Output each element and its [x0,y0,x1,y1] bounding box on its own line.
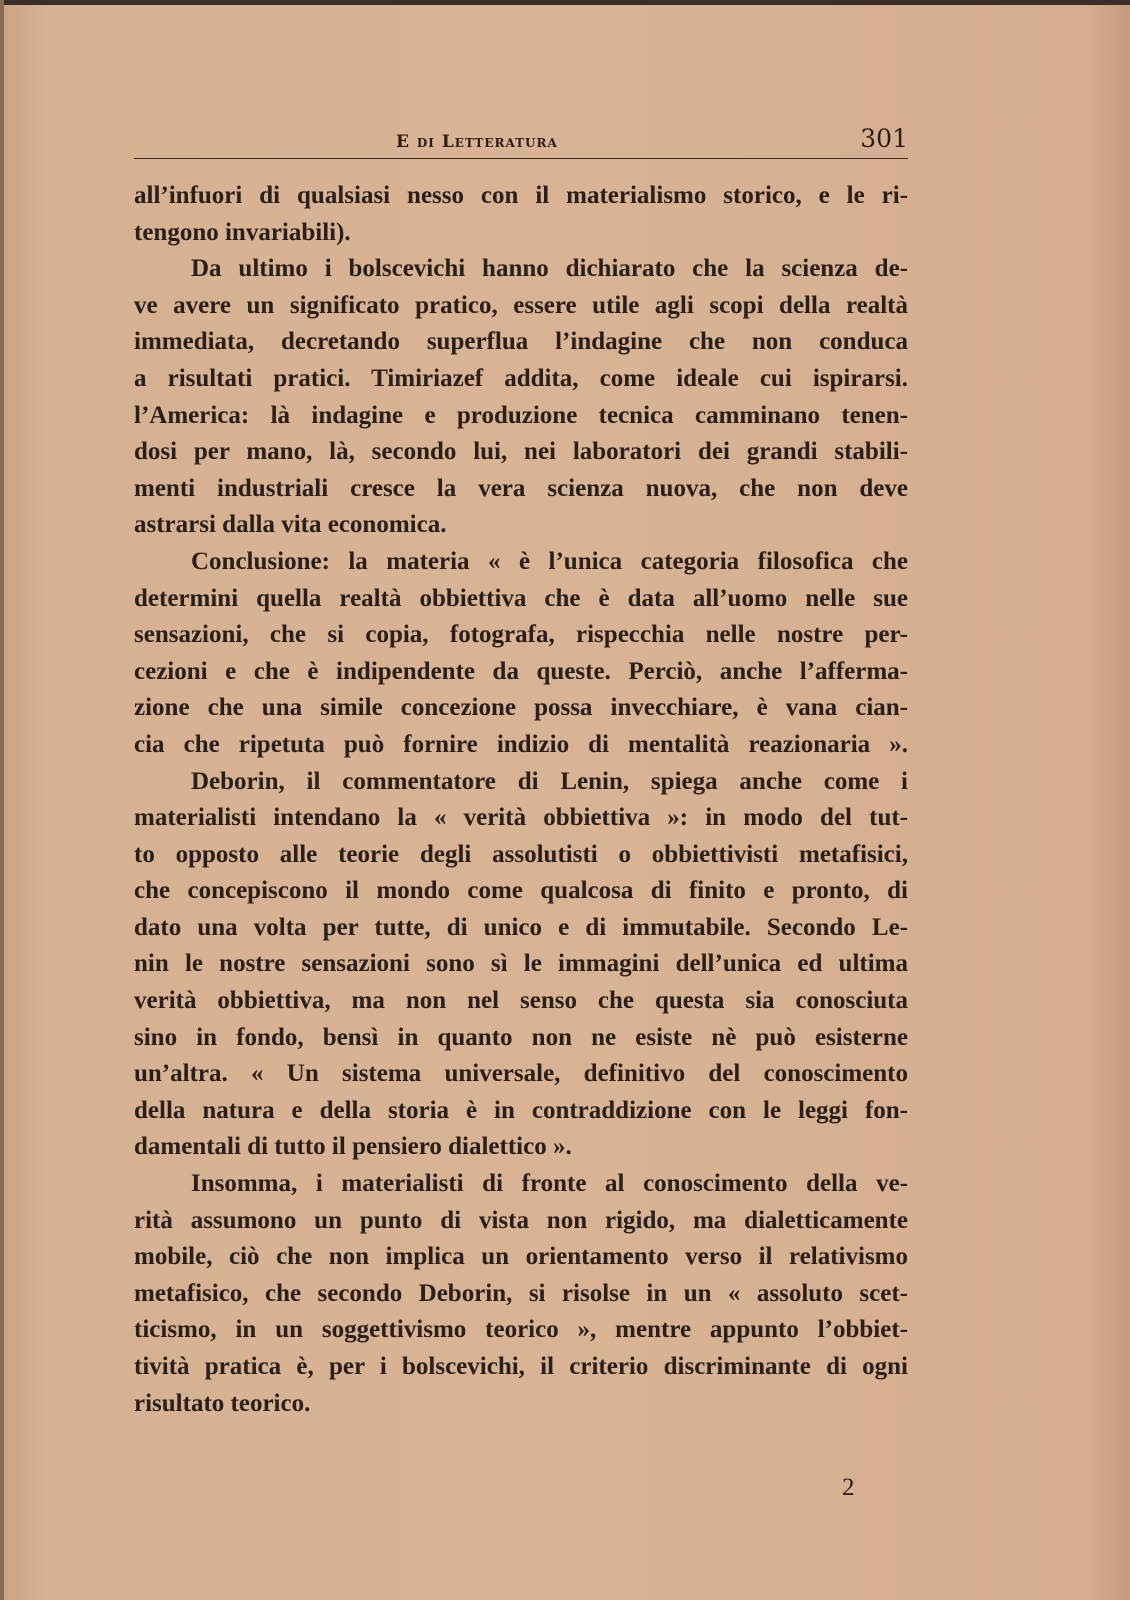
text-line: Da ultimo i bolscevichi hanno dichiarato che la scienza de- [191,255,908,283]
text-line: ve avere un significato pratico, essere utile agli scopi della realtà [134,291,908,319]
text-line: che concepiscono il mondo come qualcosa di finito e pronto, di [134,877,908,905]
body-text [134,178,908,1422]
text-line: nin le nostre sensazioni sono sì le immagini dell’unica ed ultima [134,950,908,978]
running-title: E di Letteratura [396,132,558,152]
text-line: all’infuori di qualsiasi nesso con il materialismo storico, e le ri- [134,182,908,209]
page-number: 301 [860,124,908,153]
text-line: mobile, ciò che non implica un orientamento verso il relativismo [134,1243,908,1271]
text-line: damentali di tutto il pensiero dialettico ». [134,1133,572,1161]
text-line: rità assumono un punto di vista non rigido, ma dialetticamente [134,1206,908,1234]
text-line: sino in fondo, bensì in quanto non ne esiste nè può esisterne [134,1023,908,1051]
text-line: un’altra. « Un sistema universale, definitivo del conoscimento [134,1060,908,1088]
page-top-edge [0,0,1130,5]
text-line: Deborin, il commentatore di Lenin, spiega anche come i [191,767,908,795]
text-line: metafisico, che secondo Deborin, si risolse in un « assoluto scet- [134,1279,908,1307]
text-line: menti industriali cresce la vera scienza nuova, che non deve [134,474,908,502]
text-line: dosi per mano, là, secondo lui, nei laboratori dei grandi stabili- [134,438,908,466]
text-line: dato una volta per tutte, di unico e di immutabile. Secondo Le- [134,913,908,941]
text-line: astrarsi dalla vita economica. [134,511,447,539]
text-line: materialisti intendano la « verità obbiettiva »: in modo del tut- [134,804,908,832]
text-line: determini quella realtà obbiettiva che è data all’uomo nelle sue [134,584,908,612]
text-line: Conclusione: la materia « è l’unica categoria filosofica che [191,547,908,575]
text-line: tività pratica è, per i bolscevichi, il criterio discriminante di ogni [134,1353,908,1380]
text-line: risultato teorico. [134,1389,311,1417]
text-line: zione che una simile concezione possa invecchiare, è vana cian- [134,694,908,722]
text-line: to opposto alle teorie degli assolutisti o obbiettivisti metafisici, [134,840,908,868]
text-line: cezioni e che è indipendente da queste. Perciò, anche l’afferma- [134,657,908,685]
page-binding-edge [0,0,4,1600]
text-line: della natura e della storia è in contraddizione con le leggi fon- [134,1096,908,1124]
text-line: ticismo, in un soggettivismo teorico », mentre appunto l’obbiet- [134,1316,908,1344]
text-line: a risultati pratici. Timiriazef addita, come ideale cui ispirarsi. [134,364,908,392]
signature-mark: 2 [842,1474,855,1501]
text-line: immediata, decretando superflua l’indagine che non conduca [134,328,908,356]
text-line: verità obbiettiva, ma non nel senso che questa sia conosciuta [134,987,908,1015]
running-header [134,124,908,159]
text-line: cia che ripetuta può fornire indizio di mentalità reazionaria ». [134,730,908,758]
text-line: tengono invariabili). [134,218,351,246]
text-line: sensazioni, che si copia, fotografa, rispecchia nelle nostre per- [134,621,908,649]
text-line: l’America: là indagine e produzione tecnica camminano tenen- [134,401,908,429]
text-line: Insomma, i materialisti di fronte al conoscimento della ve- [191,1170,908,1198]
